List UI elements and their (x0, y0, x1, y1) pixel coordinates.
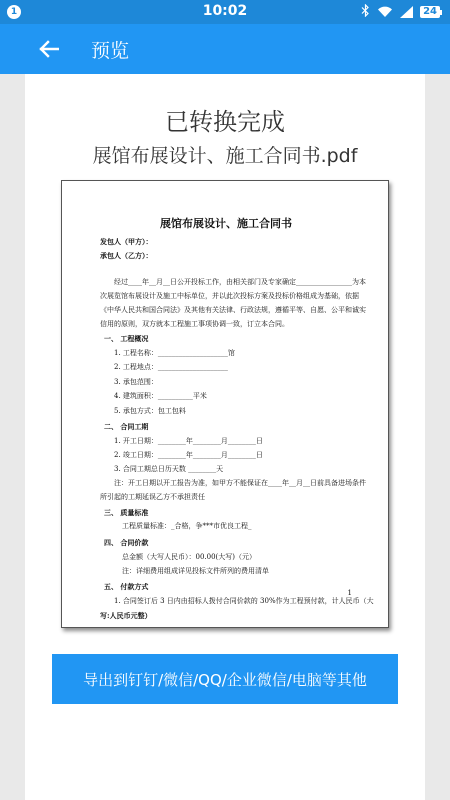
doc-line: 2. 竣工日期：________年________月________日 (114, 451, 263, 459)
doc-line: 1. 开工日期：________年________月________日 (114, 437, 263, 445)
doc-line: 《中华人民共和国合同法》及其他有关法律、行政法规，遵循平等、自愿、公平和诚实 (100, 306, 366, 314)
doc-line: 所引起的工期延误乙方不承担责任 (100, 493, 205, 501)
doc-line: 注：开工日期以开工报告为准，如甲方不能保证在____年__月__日前具备进场条件 (114, 479, 366, 487)
doc-line: 5. 承包方式：包工包料 (114, 407, 186, 415)
document-title: 展馆布展设计、施工合同书 (160, 217, 292, 230)
doc-line: 注：详细费用组成详见投标文件所列的费用清单 (122, 567, 269, 575)
status-icons (361, 3, 442, 21)
doc-line: 4. 建筑面积：__________平米 (114, 392, 207, 400)
doc-line: 经过____年__月__日公开投标工作，由相关部门及专家确定________________为本 (114, 278, 366, 286)
doc-line: 3. 承包范围： (114, 378, 158, 386)
doc-section-heading: 四、 合同价款 (104, 538, 149, 547)
doc-line: 信用的原则，双方就本工程施工事项协调一致，订立本合同。 (100, 320, 289, 328)
app-bar (0, 24, 450, 74)
doc-line: 2. 工程地点：____________________ (114, 363, 228, 371)
doc-line: 承包人（乙方）： (100, 251, 153, 260)
file-name: 展馆布展设计、施工合同书.pdf (92, 145, 358, 167)
document-preview[interactable] (61, 180, 389, 628)
page-title: 预览 (91, 40, 130, 62)
doc-section-heading: 一、 工程概况 (104, 334, 149, 343)
wifi-icon (377, 3, 393, 22)
doc-line: 写:人民币元整） (100, 611, 152, 620)
status-time: 10:02 (202, 3, 248, 19)
export-button[interactable]: 导出到钉钉/微信/QQ/企业微信/电脑等其他 (52, 654, 398, 704)
notification-badge: 1 (7, 5, 21, 19)
battery-icon (420, 6, 442, 18)
doc-line: 总金额（大写人民币）：00.00(大写)（元） (122, 553, 257, 561)
doc-section-heading: 二、 合同工期 (104, 422, 149, 431)
battery-level: 24 (420, 6, 440, 18)
doc-section-heading: 五、 付款方式 (104, 582, 149, 591)
bluetooth-icon (361, 4, 370, 20)
back-button[interactable] (34, 35, 64, 63)
doc-line: 发包人（甲方）： (100, 237, 153, 246)
doc-line: 1. 合同签订后 3 日内由招标人拨付合同价款的 30%作为工程预付款，计人民币（大 (114, 597, 374, 605)
doc-line: 次展览馆布展设计及施工中标单位，并以此次投标方案及投标价格组成为基础，依据 (100, 292, 359, 300)
signal-icon (400, 3, 413, 22)
arrow-left-icon (39, 40, 59, 58)
doc-line: 1. 工程名称：____________________馆 (114, 349, 235, 357)
doc-line: 3. 合同工期总日历天数 ________天 (114, 465, 224, 473)
preview-panel (25, 74, 425, 800)
page-number: 1 (347, 589, 352, 597)
status-bar (0, 0, 450, 24)
doc-section-heading: 三、 质量标准 (104, 508, 149, 517)
conversion-status-heading: 已转换完成 (165, 108, 285, 136)
doc-line: 工程质量标准：_合格，争***市优良工程_ (122, 522, 252, 530)
